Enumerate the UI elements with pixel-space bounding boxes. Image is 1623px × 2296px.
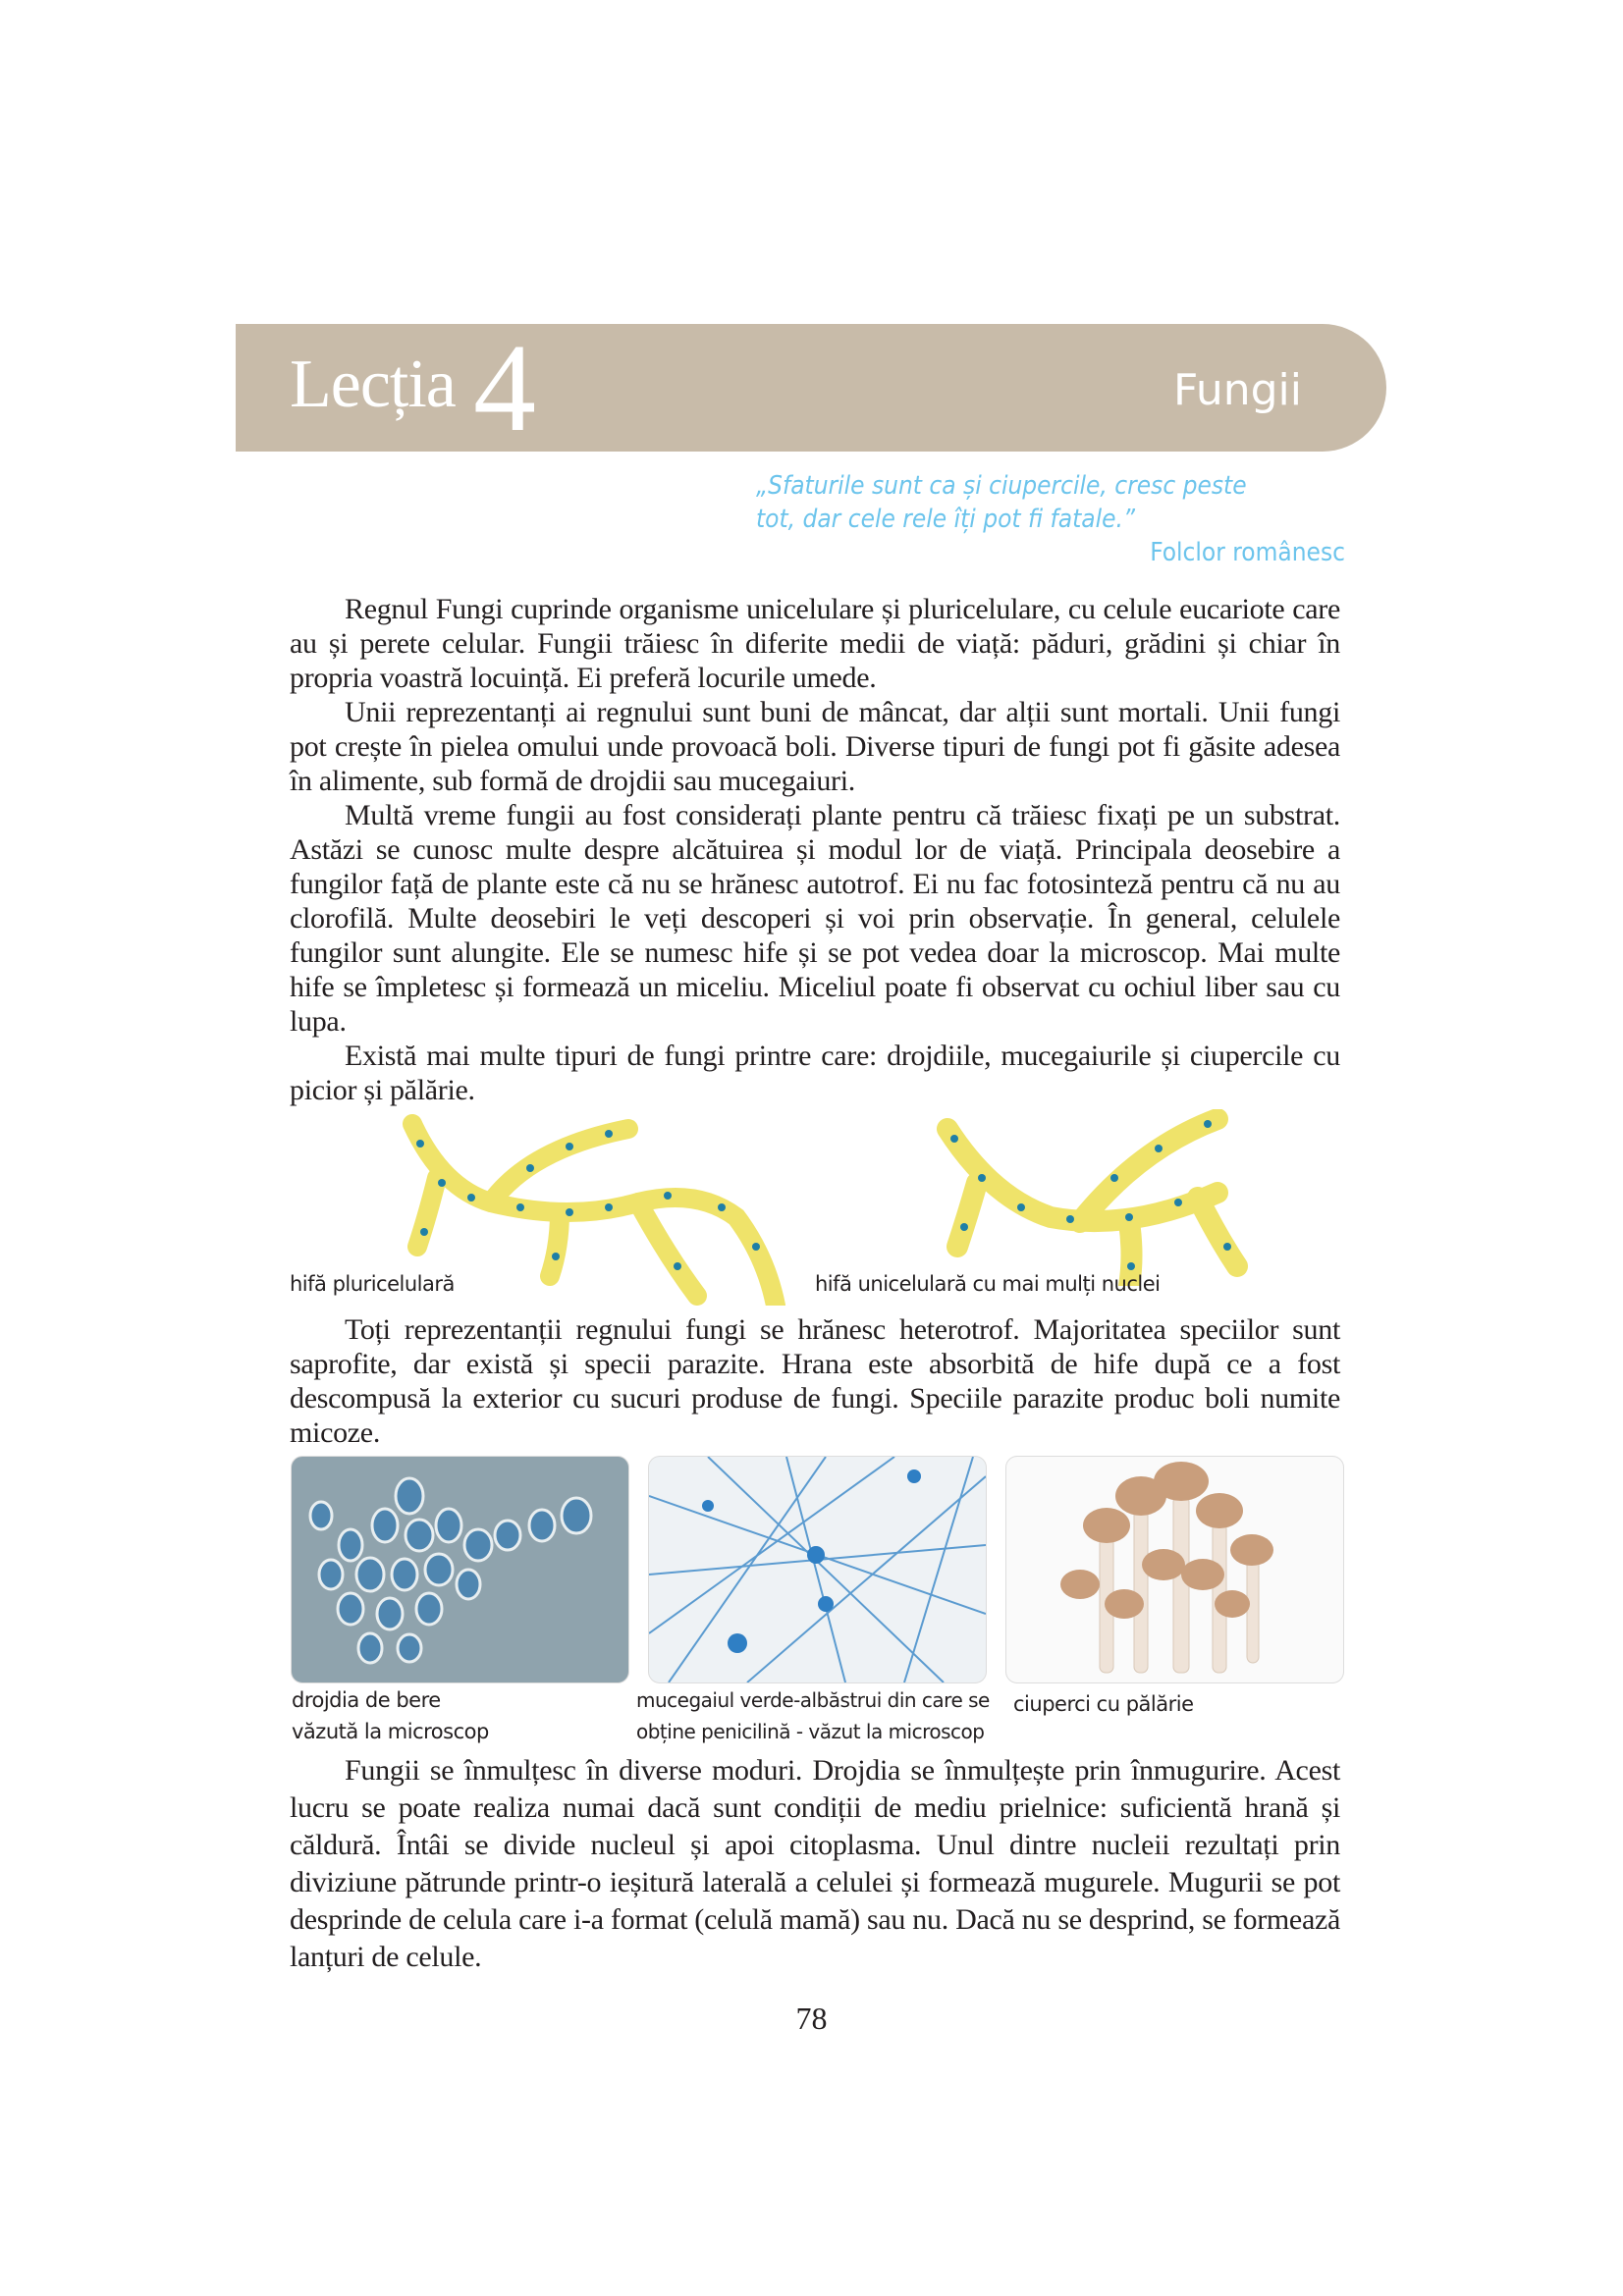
- paragraph: Regnul Fungi cuprinde organisme unicelulare și pluricelulare, cu celule eucariote care au și perete celular. Fungii trăiesc în diferite medii de viață: păduri, grădini și chiar în propria voastră locuință. Ei preferă locurile umede.: [290, 593, 1340, 694]
- paragraph: Există mai multe tipuri de fungi printre care: drojdiile, mucegaiurile și ciupercile cu picior și pălărie.: [290, 1040, 1340, 1106]
- page-number: 78: [795, 2001, 828, 2036]
- quote-line: „Sfaturile sunt ca și ciupercile, cresc peste: [756, 471, 1247, 501]
- lesson-label: Lecția: [290, 347, 456, 422]
- caption-line: obține penicilină - văzut la microscop: [636, 1720, 985, 1743]
- lesson-number: 4: [473, 318, 536, 457]
- photo1-caption: [292, 1684, 489, 1747]
- unicellular-hypha-illustration: [933, 1109, 1276, 1286]
- caption-line: mucegaiul verde-albăstrui din care se: [636, 1688, 990, 1712]
- penicillium-microscope-photo: [648, 1456, 987, 1683]
- paragraph: Unii reprezentanți ai regnului sunt buni de mâncat, dar alții sunt mortali. Unii fungi pot crește în pielea omului unde provoacă boli. Diverse tipuri de fungi pot fi găsite adesea în alimente, sub formă de drojdii sau mucegaiuri.: [290, 696, 1340, 797]
- paragraph: Multă vreme fungii au fost considerați plante pentru că trăiesc fixați pe un substrat. Astăzi se cunosc multe despre alcătuirea și modul lor de viață. Principala deosebire a fungilor față de plante este că nu se hrănesc autotrof. Ei nu fac fotosinteză pentru că nu au clorofilă. Multe deosebiri le veți descoperi și voi prin observație. În general, celulele fungilor sunt alungite. Ele se numesc hife și se pot vedea doar la microscop. Mai multe hife se împletesc și formează un miceliu. Miceliul poate fi observat cu ochiul liber sau cu lupa.: [290, 799, 1340, 1038]
- quote-line: tot, dar cele rele îți pot fi fatale.”: [756, 505, 1136, 534]
- yeast-microscope-photo: [291, 1456, 629, 1683]
- quote-source: Folclor românesc: [1150, 538, 1345, 567]
- caption-line: drojdia de bere: [292, 1688, 441, 1712]
- epigraph-quote: [756, 469, 1345, 569]
- mushrooms-photo: [1005, 1456, 1344, 1683]
- caption-line: văzută la microscop: [292, 1720, 489, 1743]
- paragraph: Toți reprezentanții regnului fungi se hrănesc heterotrof. Majoritatea speciilor sunt saprofite, dar există și specii parazite. Hrana este absorbită de hife după ce a fost descompusă la exterior cu sucuri produse de fungi. Speciile parazite produc boli numite micoze.: [290, 1313, 1340, 1449]
- hypha2-caption: hifă unicelulară cu mai mulți nuclei: [815, 1272, 1161, 1296]
- paragraph: Fungii se înmulțesc în diverse moduri. Drojdia se înmulțește prin înmugurire. Acest lucru se poate realiza numai dacă sunt condiții de mediu prielnice: suficientă hrană și căldură. Întâi se divide nucleul și apoi citoplasma. Unul dintre nucleii rezultați prin diviziune pătrunde printr-o ieșitură laterală a celulei și formează mugurele. Mugurii se pot desprinde de celula care i-a format (celulă mamă) sau nu. Dacă nu se desprind, se formează lanțuri de celule.: [290, 1754, 1340, 1973]
- photo2-caption: [636, 1684, 990, 1747]
- hypha1-caption: hifă pluricelulară: [290, 1272, 455, 1296]
- lesson-topic: Fungii: [1172, 365, 1302, 415]
- photo3-caption: ciuperci cu pălărie: [1013, 1692, 1194, 1716]
